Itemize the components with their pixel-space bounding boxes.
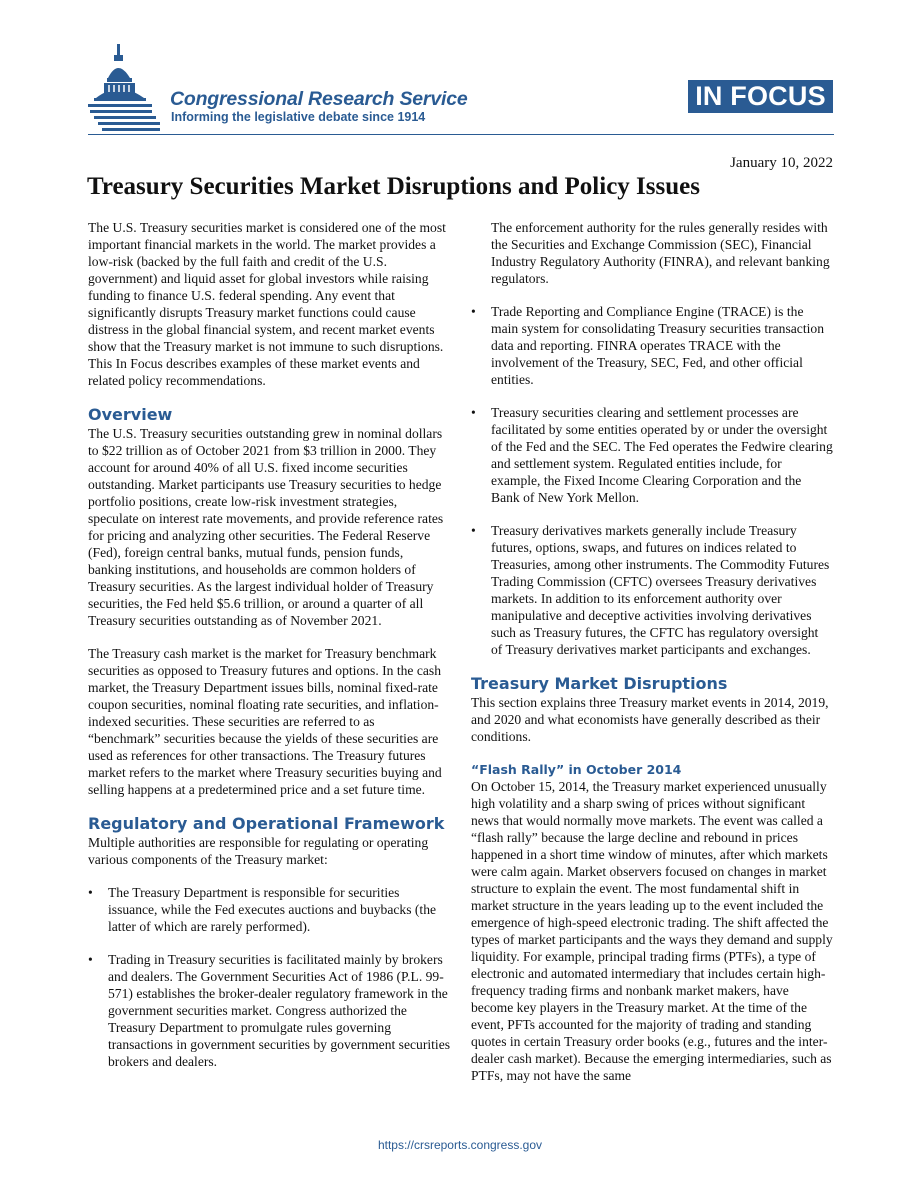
footer-url[interactable]: https://crsreports.congress.gov	[377, 1138, 543, 1152]
overview-paragraph-1: The U.S. Treasury securities outstanding grew in nominal dollars to $22 trillion as of October 2021 from $3 trillion in 2000. They account for around 40% of all U.S. fixed income securities outstanding. Market participants use Treasury securities to hedge portfolio positions, create low-risk investment strategies, speculate on interest rate movements, and provide reference rates for pricing and analyzing other securities. The Federal Reserve (Fed), foreign central banks, mutual funds, pension funds, banking institutions, and households are common holders of Treasury securities. As the largest individual holder of Treasury securities, the Fed held $5.6 trillion, or around a quarter of all Treasury securities outstanding as of November 2021.	[88, 426, 444, 628]
overview-heading: Overview	[88, 405, 173, 424]
bullet-icon: •	[471, 304, 476, 319]
regulatory-list	[88, 884, 450, 1070]
in-focus-badge: IN FOCUS	[688, 80, 833, 113]
header-divider	[88, 134, 834, 135]
intro-paragraph: The U.S. Treasury securities market is considered one of the most important financial markets in the world. The market provides a low-risk (backed by the full faith and credit of the U.S. government) and liquid asset for global investors while raising funding to finance U.S. federal spending. Any event that significantly disrupts Treasury market functions could cause distress in the global financial system, and recent market events show that the Treasury market is not immune to such disruptions. This In Focus describes examples of these market events and related policy recommendations.	[88, 220, 446, 388]
list-item: • The Treasury Department is responsible for securities issuance, while the Fed executes auctions and buybacks (the latter of which are rarely performed).	[88, 885, 437, 934]
disruptions-intro: This section explains three Treasury market events in 2014, 2019, and 2020 and what economists have generally described as their conditions.	[471, 695, 829, 744]
right-column	[471, 219, 833, 1100]
bullet-icon: •	[471, 523, 476, 538]
org-name: Congressional Research Service	[170, 88, 468, 110]
list-item: • Treasury securities clearing and settlement processes are facilitated by some entities operated by or under the oversight of the Fed and the SEC. The Fed operates the Fedwire clearing and settlement system. Regulated entities include, for example, the Fixed Income Clearing Corporation and the Bank of New York Mellon.	[471, 405, 833, 505]
disruptions-heading: Treasury Market Disruptions	[471, 674, 728, 693]
regulatory-intro: Multiple authorities are responsible for regulating or operating various components of the Treasury market:	[88, 835, 429, 867]
regulatory-heading: Regulatory and Operational Framework	[88, 814, 445, 833]
flash-rally-paragraph: On October 15, 2014, the Treasury market experienced unusually high volatility and a sharp swing of prices without significant news that would normally move markets. The event was called a “flash rally” because the large decline and rebound in prices happened in a short time window of minutes, after which markets were calm again. Market observers focused on changes in market structure to explain the event. The most fundamental shift in market structure in the years leading up to the event included the emergence of high-speed electronic trading. The shift affected the types of market participants and the ways they demand and supply liquidity. For example, principal trading firms (PTFs), a type of electronic and automated intermediary that includes certain high-frequency trading firms and nonbank market makers, have become key players in the Treasury market. At the time of the event, PFTs accounted for the majority of trading and standing quotes in certain Treasury order books (e.g., futures and the inter-dealer cash market). Because the emerging intermediaries, such as PTFs, may not have the same	[471, 779, 833, 1083]
page-title: Treasury Securities Market Disruptions and Policy Issues	[87, 173, 700, 200]
list-item-continuation: The enforcement authority for the rules generally resides with the Securities and Exchange Commission (SEC), Financial Industry Regulatory Authority (FINRA), and relevant banking regulators.	[491, 220, 830, 286]
list-item: • Trading in Treasury securities is facilitated mainly by brokers and dealers. The Government Securities Act of 1986 (P.L. 99-571) establishes the broker-dealer regulatory framework in the government securities market. Congress authorized the Treasury Department to promulgate rules governing transactions in government securities by government securities brokers and dealers.	[88, 952, 451, 1069]
bullet-icon: •	[471, 405, 476, 420]
bullet-icon: •	[88, 885, 93, 900]
publication-date: January 10, 2022	[730, 155, 833, 171]
bullet-icon: •	[88, 952, 93, 967]
list-item: • Treasury derivatives markets generally include Treasury futures, options, swaps, and futures on indices related to Treasuries, among other instruments. The Commodity Futures Trading Commission (CFTC) oversees Treasury derivatives markets. In addition to its enforcement authority over manipulative and deceptive activities involving derivatives such as Treasury futures, the CFTC has regulatory oversight of Treasury derivatives market participants and exchanges.	[471, 523, 830, 657]
regulatory-list-continued	[471, 303, 833, 658]
overview-paragraph-2: The Treasury cash market is the market for Treasury benchmark securities as opposed to Treasury futures and options. In the cash market, the Treasury Department issues bills, nominal fixed-rate coupon securities, nominal floating rate securities, and inflation-indexed securities. These securities are referred to as “benchmark” securities because the yields of these securities are used as references for other transactions. The Treasury futures market refers to the market where Treasury securities buying and selling happens at a predetermined price and a set future time.	[88, 646, 442, 797]
left-column	[88, 219, 450, 1086]
flash-rally-heading: “Flash Rally” in October 2014	[471, 762, 682, 777]
org-tagline: Informing the legislative debate since 1914	[171, 110, 426, 124]
list-item: • Trade Reporting and Compliance Engine (TRACE) is the main system for consolidating Treasury securities transaction data and reporting. FINRA operates TRACE with the involvement of the Treasury, SEC, Fed, and other official entities.	[471, 304, 824, 387]
